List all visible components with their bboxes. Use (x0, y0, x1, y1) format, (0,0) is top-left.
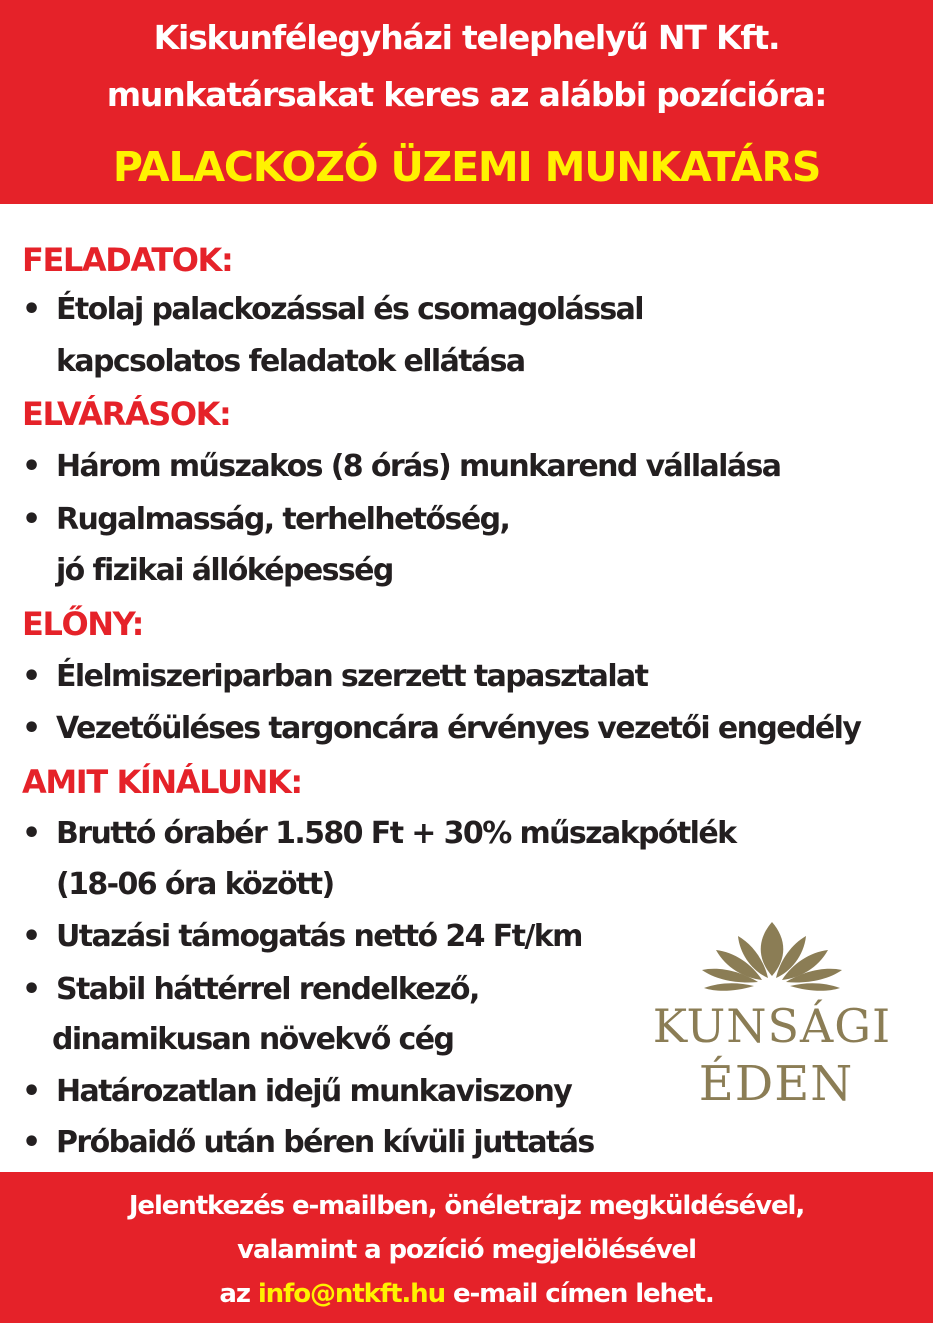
list-item (22, 657, 647, 697)
list-item (22, 709, 860, 749)
header-subtitle-line: munkatársakat keres az alábbi pozícióra: (106, 75, 827, 114)
email-link[interactable]: info@ntkft.hu (257, 1279, 445, 1309)
kunsagi-eden-logo (630, 914, 915, 1114)
logo-text-kunsagi: KUNSÁGI (652, 999, 892, 1053)
list-item-text: Bruttó órabér 1.580 Ft + 30% műszakpótlék (56, 816, 736, 851)
list-item-text: Utazási támogatás nettó 24 Ft/km (56, 919, 582, 954)
list-item (22, 814, 735, 854)
list-item (22, 500, 509, 540)
section-title-amit-kinalunk: AMIT KÍNÁLUNK: (22, 763, 302, 801)
bullet-icon: • (22, 659, 40, 694)
section-title-feladatok: FELADATOK: (22, 241, 233, 279)
position-title: PALACKOZÓ ÜZEMI MUNKATÁRS (112, 143, 821, 191)
footer-line-1: Jelentkezés e-mailben, önéletrajz megküldésével, (128, 1191, 805, 1221)
list-item-continuation: jó fizikai állóképesség (56, 553, 393, 588)
bullet-icon: • (22, 711, 40, 746)
logo-text-eden: ÉDEN (698, 1056, 854, 1112)
list-item-continuation: (18-06 óra között) (56, 867, 334, 902)
footer-suffix: e-mail címen lehet. (452, 1279, 714, 1309)
list-item-continuation: dinamikusan növekvő cég (52, 1022, 454, 1057)
bullet-icon: • (22, 1125, 40, 1160)
footer-line-2: valamint a pozíció megjelölésével (237, 1235, 696, 1265)
bullet-icon: • (22, 919, 40, 954)
footer-banner (0, 1172, 933, 1323)
list-item-text: Étolaj palackozással és csomagolással (56, 292, 643, 327)
section-title-elony: ELŐNY: (22, 605, 144, 643)
list-item-text: Három műszakos (8 órás) munkarend vállalása (56, 449, 781, 484)
footer-prefix: az (219, 1279, 250, 1309)
bullet-icon: • (22, 292, 40, 327)
header-banner (0, 0, 933, 204)
list-item-continuation: kapcsolatos feladatok ellátása (56, 344, 525, 379)
list-item-text: Határozatlan idejű munkaviszony (56, 1074, 572, 1109)
list-item (22, 917, 582, 957)
bullet-icon: • (22, 449, 40, 484)
list-item (22, 1123, 594, 1163)
list-item (22, 970, 479, 1010)
bullet-icon: • (22, 972, 40, 1007)
list-item (22, 447, 780, 487)
lotus-flower-icon (702, 922, 842, 991)
list-item-text: Élelmiszeriparban szerzett tapasztalat (56, 659, 648, 694)
list-item (22, 290, 643, 330)
bullet-icon: • (22, 502, 40, 537)
header-company-line: Kiskunfélegyházi telephelyű NT Kft. (153, 18, 780, 57)
list-item-text: Próbaidő után béren kívüli juttatás (56, 1125, 594, 1160)
job-details (0, 204, 933, 1172)
list-item-text: Vezetőüléses targoncára érvényes vezetői engedély (56, 711, 861, 746)
footer-line-3 (0, 1276, 933, 1312)
list-item (22, 1072, 571, 1112)
list-item-text: Stabil háttérrel rendelkező, (56, 972, 479, 1007)
section-title-elvarasok: ELVÁRÁSOK: (22, 395, 231, 433)
bullet-icon: • (22, 816, 40, 851)
bullet-icon: • (22, 1074, 40, 1109)
list-item-text: Rugalmasság, terhelhetőség, (56, 502, 510, 537)
